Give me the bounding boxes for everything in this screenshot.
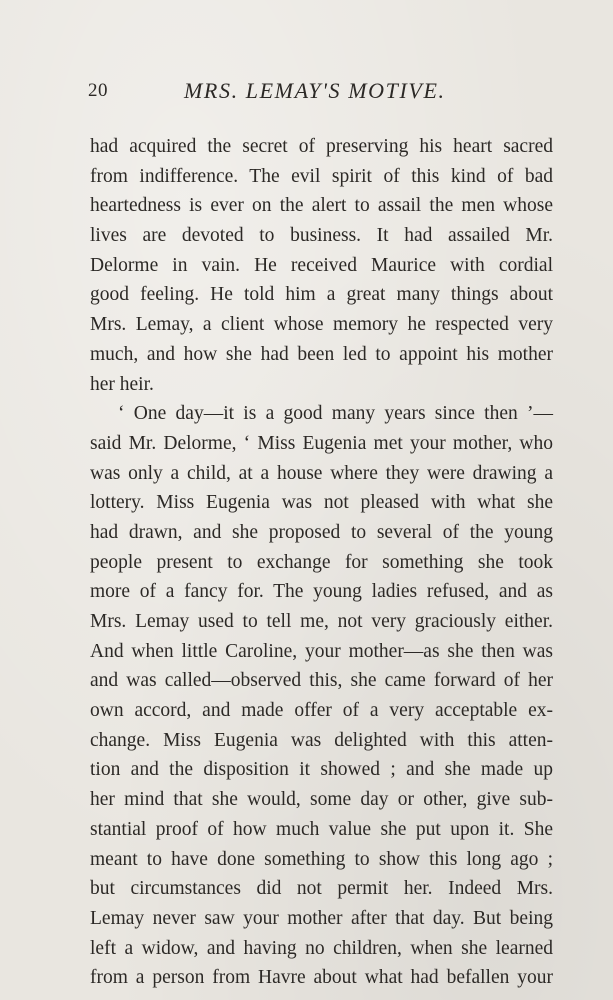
text-line: good feeling. He told him a great many things about — [90, 284, 553, 306]
text-line: lives are devoted to business. It had assailed Mr. — [90, 225, 553, 247]
text-line: from a person from Havre about what had befallen your — [90, 967, 553, 989]
text-line: heartedness is ever on the alert to assail the men whose — [90, 195, 553, 217]
text-line: but circumstances did not permit her. Indeed Mrs. — [90, 878, 553, 900]
text-line: much, and how she had been led to appoint his mother — [90, 343, 553, 365]
text-line: change. Miss Eugenia was delighted with this atten- — [90, 729, 553, 751]
text-line: lottery. Miss Eugenia was not pleased with what she — [90, 492, 553, 514]
text-line: her mind that she would, some day or other, give sub- — [90, 789, 553, 811]
text-line: her heir. — [90, 373, 154, 395]
page-header — [88, 80, 556, 110]
text-line: stantial proof of how much value she put upon it. She — [90, 818, 553, 840]
text-line: And when little Caroline, your mother—as she then was — [90, 640, 553, 662]
text-line: Lemay never saw your mother after that day. But being — [90, 907, 553, 929]
text-line: left a widow, and having no children, when she learned — [90, 937, 553, 959]
running-head: MRS. LEMAY'S MOTIVE. — [184, 78, 446, 103]
text-line: had drawn, and she proposed to several of the young — [90, 521, 553, 543]
text-line: meant to have done something to show this long ago ; — [90, 848, 553, 870]
text-line: own accord, and made offer of a very acceptable ex- — [90, 700, 553, 722]
text-line: Delorme in vain. He received Maurice with cordial — [90, 254, 553, 276]
text-line: tion and the disposition it showed ; and she made up — [90, 759, 553, 781]
body-text — [90, 132, 553, 993]
text-line: was only a child, at a house where they were drawing a — [90, 462, 553, 484]
text-line: from indifference. The evil spirit of this kind of bad — [90, 165, 553, 187]
text-line: had acquired the secret of preserving his heart sacred — [90, 136, 553, 157]
text-line: Mrs. Lemay, a client whose memory he respected very — [90, 314, 553, 336]
text-line: more of a fancy for. The young ladies refused, and as — [90, 581, 553, 603]
page-number: 20 — [88, 80, 108, 101]
text-line: said Mr. Delorme, ‘ Miss Eugenia met your mother, who — [90, 432, 553, 454]
text-line: ‘ One day—it is a good many years since then ’— — [118, 403, 553, 425]
text-line: and was called—observed this, she came forward of her — [90, 670, 553, 692]
text-line: Mrs. Lemay used to tell me, not very graciously either. — [90, 611, 553, 632]
text-line: people present to exchange for something she took — [90, 551, 553, 573]
